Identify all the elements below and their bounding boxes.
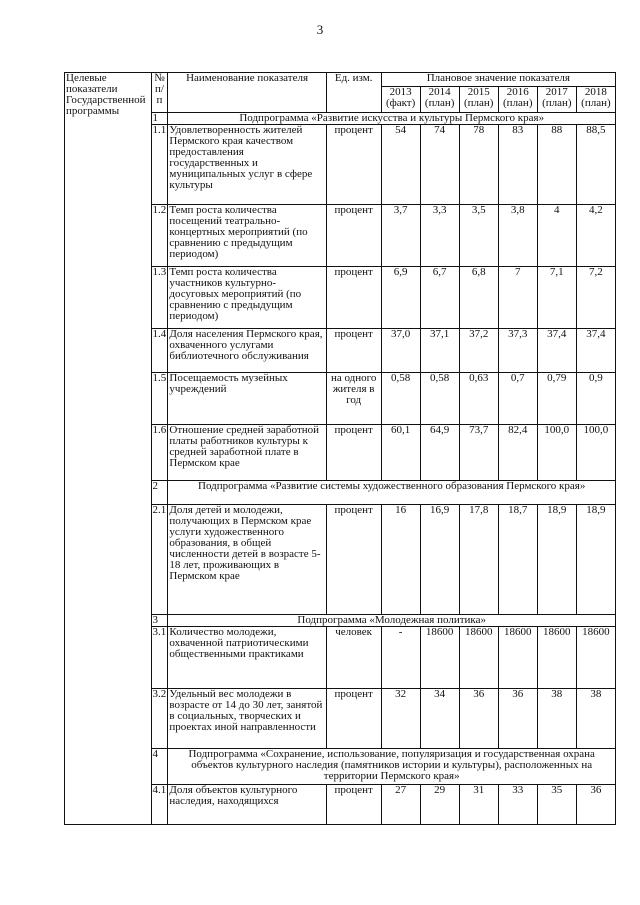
indicator-name: Доля объектов культурного наследия, находящихся [168, 785, 326, 825]
indicator-name: Отношение средней заработной платы работников культуры к средней заработной плате в Пермском крае [168, 425, 326, 481]
indicator-value: 37,0 [381, 329, 420, 373]
indicator-value: 7 [498, 267, 537, 329]
indicator-number: 1.2 [151, 205, 168, 267]
indicator-value: 38 [537, 689, 576, 749]
indicator-value: 88 [537, 125, 576, 205]
indicator-unit: процент [326, 267, 381, 329]
section-title: Подпрограмма «Сохранение, использование, популяризация и государственная охрана объектов культурного наследия (памятников истории и культуры), расположенных на территории Пермского края» [168, 749, 616, 785]
indicator-unit: процент [326, 205, 381, 267]
indicator-name: Темп роста количества участников культурно-досуговых мероприятий (по сравнению с предыдущим периодом) [168, 267, 326, 329]
section-number: 3 [151, 615, 168, 627]
indicator-value: 60,1 [381, 425, 420, 481]
header-unit: Ед. изм. [326, 73, 381, 113]
indicator-value: 35 [537, 785, 576, 825]
indicator-value: 18600 [537, 627, 576, 689]
indicator-name: Количество молодежи, охваченной патриотическими общественными практиками [168, 627, 326, 689]
indicator-value: 6,7 [420, 267, 459, 329]
indicator-value: 33 [498, 785, 537, 825]
indicator-value: 7,2 [576, 267, 615, 329]
indicator-value: 36 [576, 785, 615, 825]
indicator-value: 18600 [576, 627, 615, 689]
indicator-name: Удельный вес молодежи в возрасте от 14 до 30 лет, занятой в социальных, творческих и проектах иной направленности [168, 689, 326, 749]
indicator-value: 6,8 [459, 267, 498, 329]
header-target-indicators: Целевые показатели Государственной программы [65, 73, 152, 825]
indicator-value: 6,9 [381, 267, 420, 329]
section-title: Подпрограмма «Молодежная политика» [168, 615, 616, 627]
indicator-value: 18,9 [537, 505, 576, 615]
section-number: 4 [151, 749, 168, 785]
indicator-unit: процент [326, 329, 381, 373]
indicator-value: 18600 [498, 627, 537, 689]
indicator-name: Доля населения Пермского края, охваченного услугами библиотечного обслуживания [168, 329, 326, 373]
indicator-number: 3.1 [151, 627, 168, 689]
header-row [65, 73, 616, 87]
section-title: Подпрограмма «Развитие искусства и культуры Пермского края» [168, 113, 616, 125]
indicator-value: 54 [381, 125, 420, 205]
indicator-value: 32 [381, 689, 420, 749]
page-number: 3 [316, 22, 324, 37]
indicator-value: 88,5 [576, 125, 615, 205]
indicator-value: 0,63 [459, 373, 498, 425]
indicator-number: 2.1 [151, 505, 168, 615]
indicator-name: Посещаемость музейных учреждений [168, 373, 326, 425]
indicator-unit: процент [326, 125, 381, 205]
indicators-table [64, 72, 616, 825]
indicator-value: 16,9 [420, 505, 459, 615]
indicator-number: 4.1 [151, 785, 168, 825]
indicator-value: 100,0 [537, 425, 576, 481]
indicator-name: Темп роста количества посещений театрально-концертных мероприятий (по сравнению с предыдущим периодом) [168, 205, 326, 267]
section-title: Подпрограмма «Развитие системы художественного образования Пермского края» [168, 481, 616, 505]
indicator-unit: человек [326, 627, 381, 689]
header-year: 2018 (план) [576, 87, 615, 113]
indicator-value: 37,4 [576, 329, 615, 373]
indicator-number: 1.3 [151, 267, 168, 329]
indicator-value: 17,8 [459, 505, 498, 615]
header-indicator-name: Наименование показателя [168, 73, 326, 113]
header-year: 2013 (факт) [381, 87, 420, 113]
header-number: № п/п [151, 73, 168, 113]
indicator-name: Доля детей и молодежи, получающих в Пермском крае услуги художественного образования, в общей численности детей в возрасте 5-18 лет, проживающих в Пермском крае [168, 505, 326, 615]
indicator-value: 38 [576, 689, 615, 749]
indicator-value: - [381, 627, 420, 689]
indicator-value: 0,9 [576, 373, 615, 425]
indicator-value: 3,8 [498, 205, 537, 267]
indicator-value: 18,7 [498, 505, 537, 615]
indicator-value: 73,7 [459, 425, 498, 481]
indicator-value: 0,58 [420, 373, 459, 425]
indicator-value: 16 [381, 505, 420, 615]
indicator-value: 0,79 [537, 373, 576, 425]
section-number: 2 [151, 481, 168, 505]
table-body [65, 73, 616, 825]
indicator-unit: процент [326, 785, 381, 825]
indicator-unit: на одного жителя в год [326, 373, 381, 425]
indicator-value: 83 [498, 125, 537, 205]
indicator-number: 1.4 [151, 329, 168, 373]
indicator-value: 4 [537, 205, 576, 267]
indicator-value: 37,4 [537, 329, 576, 373]
section-number: 1 [151, 113, 168, 125]
indicator-unit: процент [326, 425, 381, 481]
indicator-value: 0,7 [498, 373, 537, 425]
indicator-value: 74 [420, 125, 459, 205]
indicator-value: 4,2 [576, 205, 615, 267]
indicator-value: 18600 [420, 627, 459, 689]
indicator-value: 18600 [459, 627, 498, 689]
indicator-name: Удовлетворенность жителей Пермского края качеством предоставления государственных и муниципальных услуг в сфере культуры [168, 125, 326, 205]
indicator-value: 100,0 [576, 425, 615, 481]
indicator-value: 34 [420, 689, 459, 749]
indicator-unit: процент [326, 505, 381, 615]
indicator-value: 78 [459, 125, 498, 205]
indicator-value: 3,7 [381, 205, 420, 267]
indicator-number: 1.1 [151, 125, 168, 205]
indicator-value: 82,4 [498, 425, 537, 481]
indicator-value: 7,1 [537, 267, 576, 329]
header-year: 2017 (план) [537, 87, 576, 113]
indicator-value: 37,3 [498, 329, 537, 373]
indicator-value: 0,58 [381, 373, 420, 425]
indicator-value: 36 [459, 689, 498, 749]
indicator-value: 37,2 [459, 329, 498, 373]
header-plan-value: Плановое значение показателя [381, 73, 615, 87]
indicator-value: 64,9 [420, 425, 459, 481]
indicator-unit: процент [326, 689, 381, 749]
indicator-value: 36 [498, 689, 537, 749]
indicator-number: 1.6 [151, 425, 168, 481]
indicator-value: 18,9 [576, 505, 615, 615]
indicator-value: 31 [459, 785, 498, 825]
indicator-number: 3.2 [151, 689, 168, 749]
header-year: 2016 (план) [498, 87, 537, 113]
indicator-value: 29 [420, 785, 459, 825]
indicator-value: 3,5 [459, 205, 498, 267]
indicator-number: 1.5 [151, 373, 168, 425]
indicator-value: 27 [381, 785, 420, 825]
indicator-value: 3,3 [420, 205, 459, 267]
indicator-value: 37,1 [420, 329, 459, 373]
header-year: 2015 (план) [459, 87, 498, 113]
header-year: 2014 (план) [420, 87, 459, 113]
